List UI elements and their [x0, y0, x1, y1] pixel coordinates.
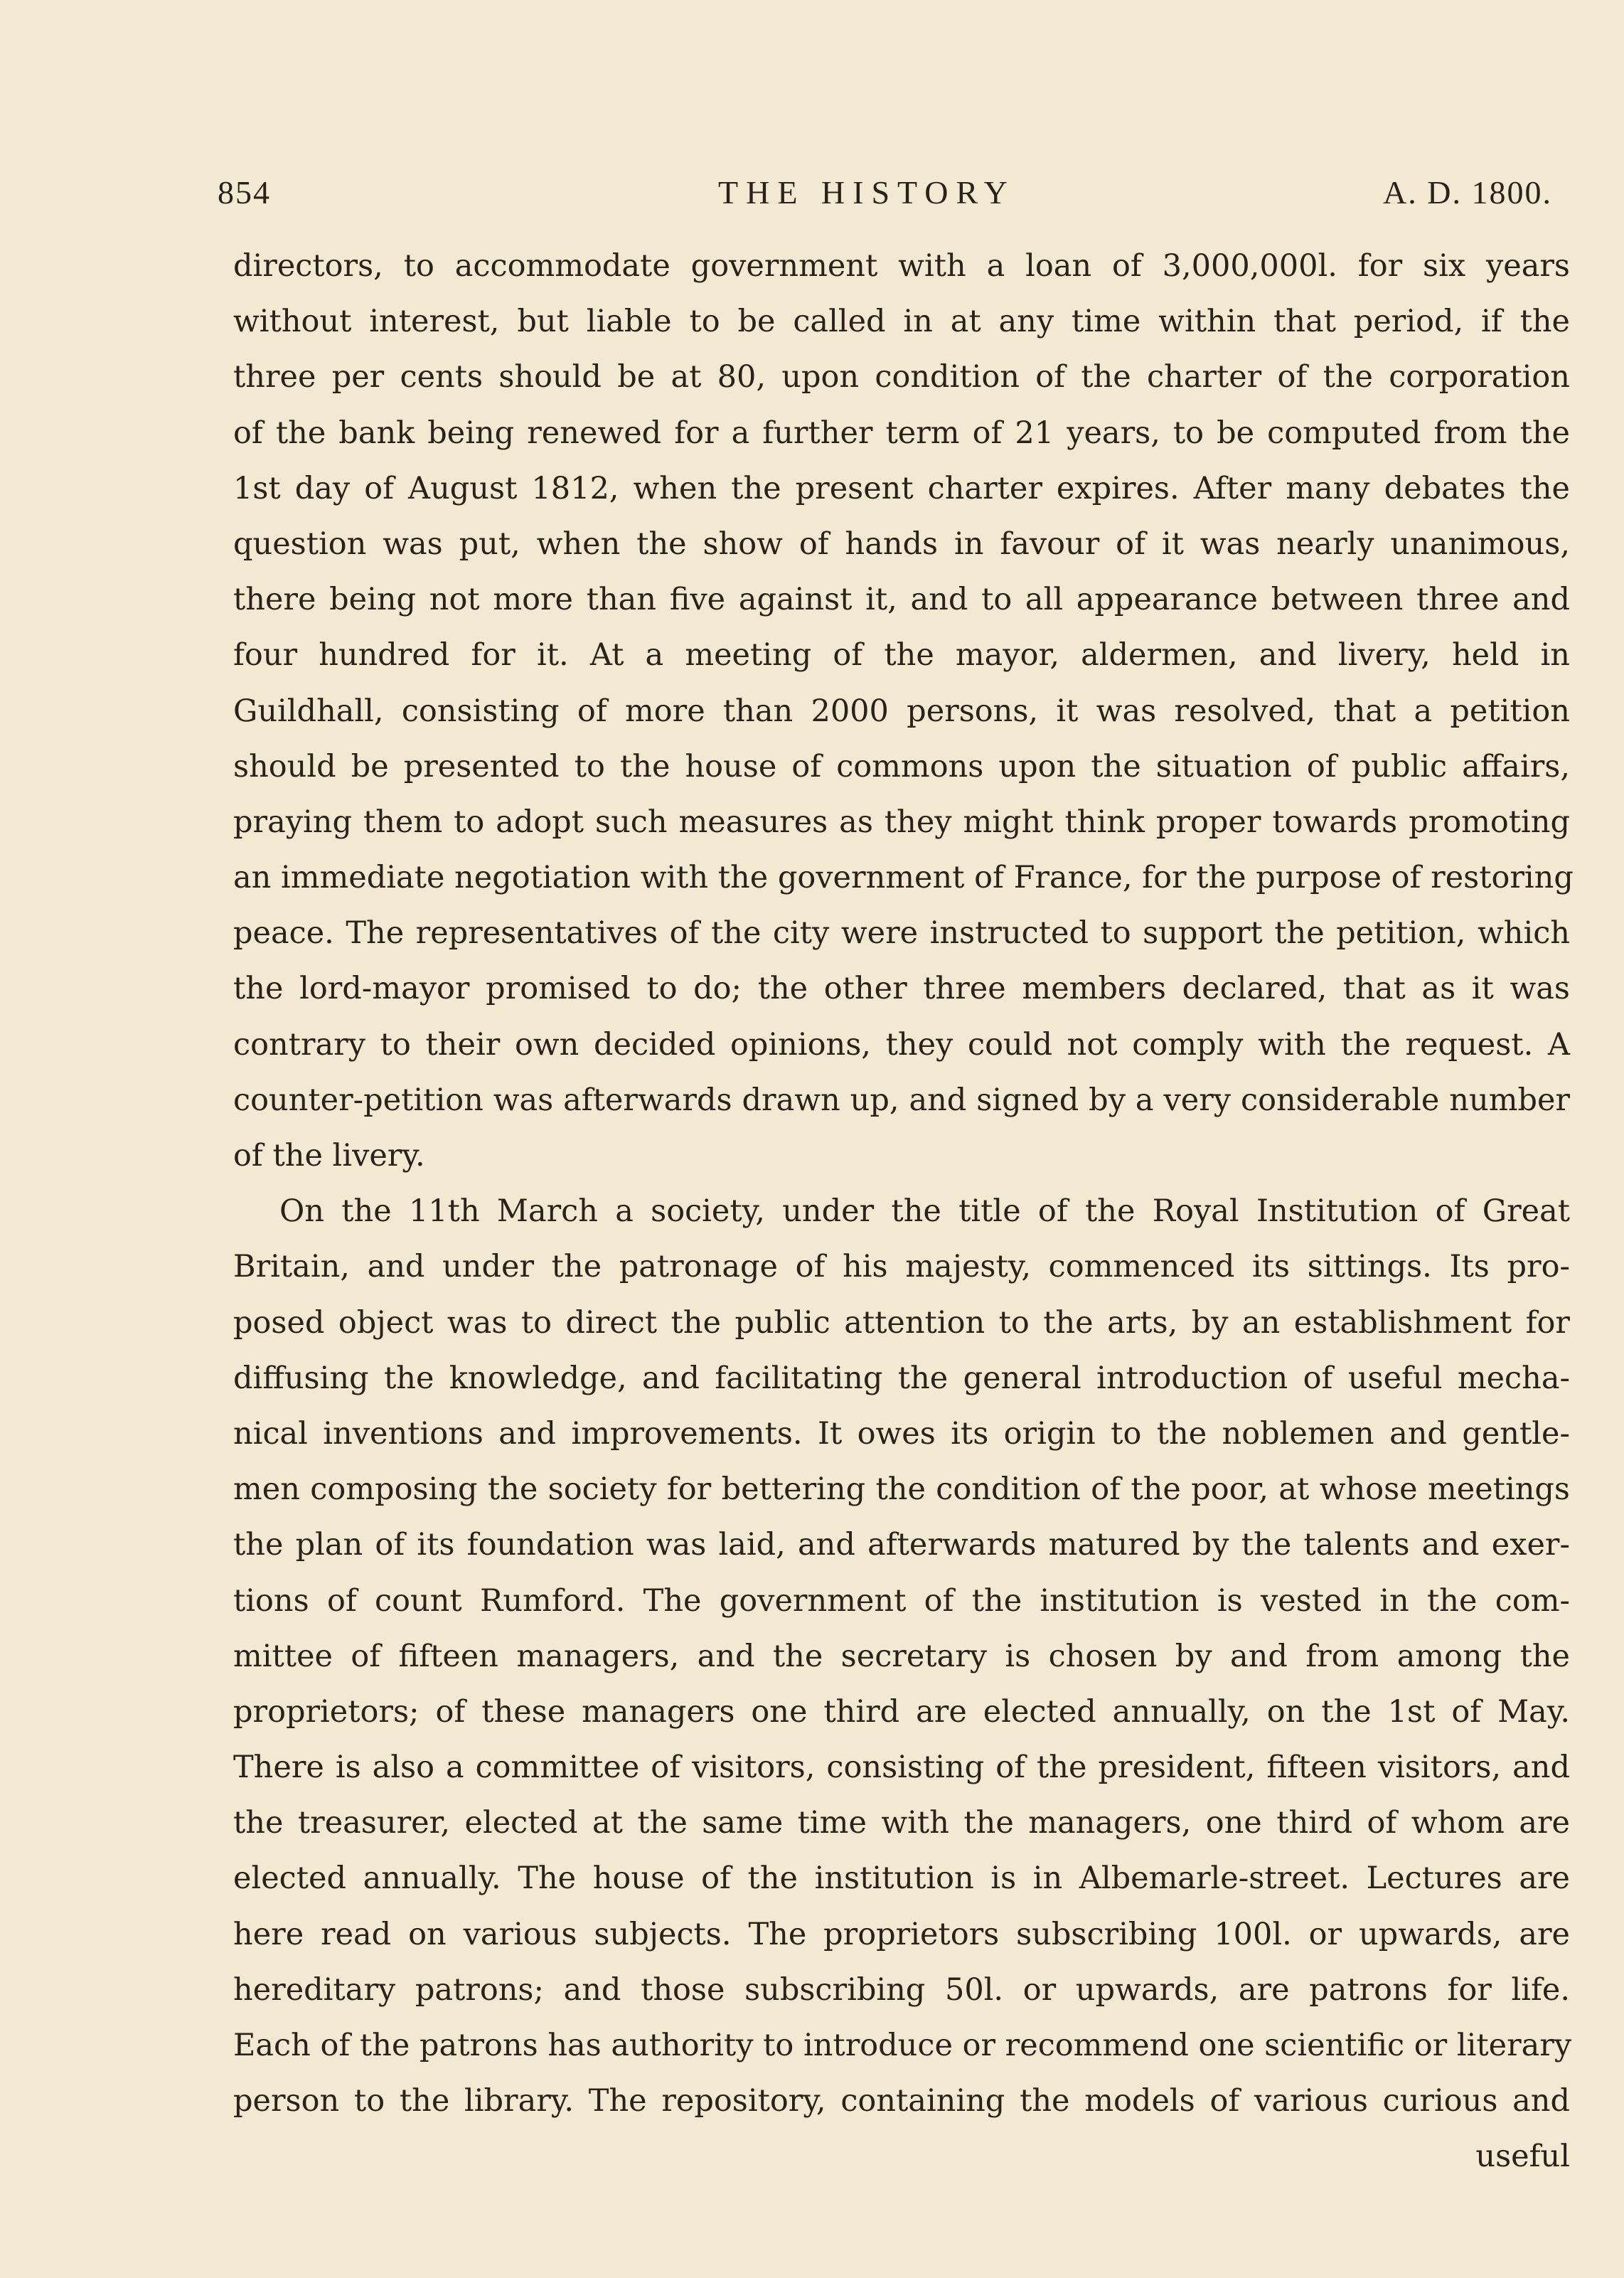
text-line: directors, to accommodate government with a loan of 3,000,000l. for six years	[233, 248, 1570, 284]
text-line: here read on various subjects. The proprietors subscribing 100l. or upwards, are	[233, 1916, 1570, 1952]
year-heading: A. D. 1800.	[1383, 174, 1552, 211]
text-line: nical inventions and improvements. It owes its origin to the noblemen and gentle-	[233, 1415, 1570, 1452]
text-line: question was put, when the show of hands in favour of it was nearly unanimous,	[233, 526, 1570, 562]
paragraph-start-line: On the 11th March a society, under the title of the Royal Institution of Great	[279, 1193, 1570, 1230]
text-line: Each of the patrons has authority to introduce or recommend one scientific or literary	[233, 2028, 1572, 2063]
text-line: posed object was to direct the public attention to the arts, by an establishment for	[233, 1304, 1570, 1341]
page-header	[0, 161, 1624, 225]
text-line: should be presented to the house of commons upon the situation of public affairs,	[233, 748, 1570, 784]
text-line: an immediate negotiation with the government of France, for the purpose of restoring	[233, 860, 1574, 896]
text-line: There is also a committee of visitors, consisting of the president, fifteen visitors, and	[233, 1750, 1570, 1786]
text-line: men composing the society for bettering the condition of the poor, at whose meetings	[233, 1471, 1570, 1508]
text-line: peace. The representatives of the city were instructed to support the petition, which	[233, 915, 1570, 952]
text-line: elected annually. The house of the institution is in Albemarle-street. Lectures are	[233, 1861, 1570, 1897]
text-line: four hundred for it. At a meeting of the mayor, aldermen, and livery, held in	[233, 637, 1570, 674]
text-line: Guildhall, consisting of more than 2000 persons, it was resolved, that a petition	[233, 693, 1570, 729]
text-line: diffusing the knowledge, and facilitating the general introduction of useful mecha-	[233, 1360, 1570, 1396]
text-line: person to the library. The repository, containing the models of various curious and	[233, 2083, 1570, 2119]
text-line: counter-petition was afterwards drawn up, and signed by a very considerable number	[233, 1082, 1570, 1118]
body-text	[233, 238, 1574, 2185]
page-number: 854	[218, 174, 271, 211]
text-line: there being not more than five against it, and to all appearance between three and	[233, 582, 1570, 618]
text-line: the plan of its foundation was laid, and afterwards matured by the talents and exer-	[233, 1527, 1570, 1563]
text-line: contrary to their own decided opinions, they could not comply with the request. A	[233, 1026, 1570, 1063]
text-line: 1st day of August 1812, when the present charter expires. After many debates the	[233, 470, 1570, 506]
text-line: three per cents should be at 80, upon condition of the charter of the corporation	[233, 359, 1570, 395]
text-line: Britain, and under the patronage of his majesty, commenced its sittings. Its pro-	[233, 1249, 1570, 1285]
paragraph-end-line: of the livery.	[233, 1138, 425, 1173]
text-line: mittee of fifteen managers, and the secretary is chosen by and from among the	[233, 1638, 1570, 1674]
running-title: THE HISTORY	[718, 174, 1015, 211]
text-line: the treasurer, elected at the same time with the managers, one third of whom are	[233, 1805, 1570, 1841]
text-line: proprietors; of these managers one third are elected annually, on the 1st of May.	[233, 1693, 1570, 1730]
text-line: the lord-mayor promised to do; the other three members declared, that as it was	[233, 971, 1570, 1007]
text-line: tions of count Rumford. The government of the institution is vested in the com-	[233, 1582, 1570, 1619]
catchword: useful	[1475, 2139, 1570, 2175]
text-line: hereditary patrons; and those subscribing 50l. or upwards, are patrons for life.	[233, 1971, 1570, 2008]
text-line: of the bank being renewed for a further term of 21 years, to be computed from the	[233, 415, 1570, 451]
text-line: praying them to adopt such measures as they might think proper towards promoting	[233, 804, 1570, 840]
text-line: without interest, but liable to be called in at any time within that period, if the	[233, 304, 1570, 340]
